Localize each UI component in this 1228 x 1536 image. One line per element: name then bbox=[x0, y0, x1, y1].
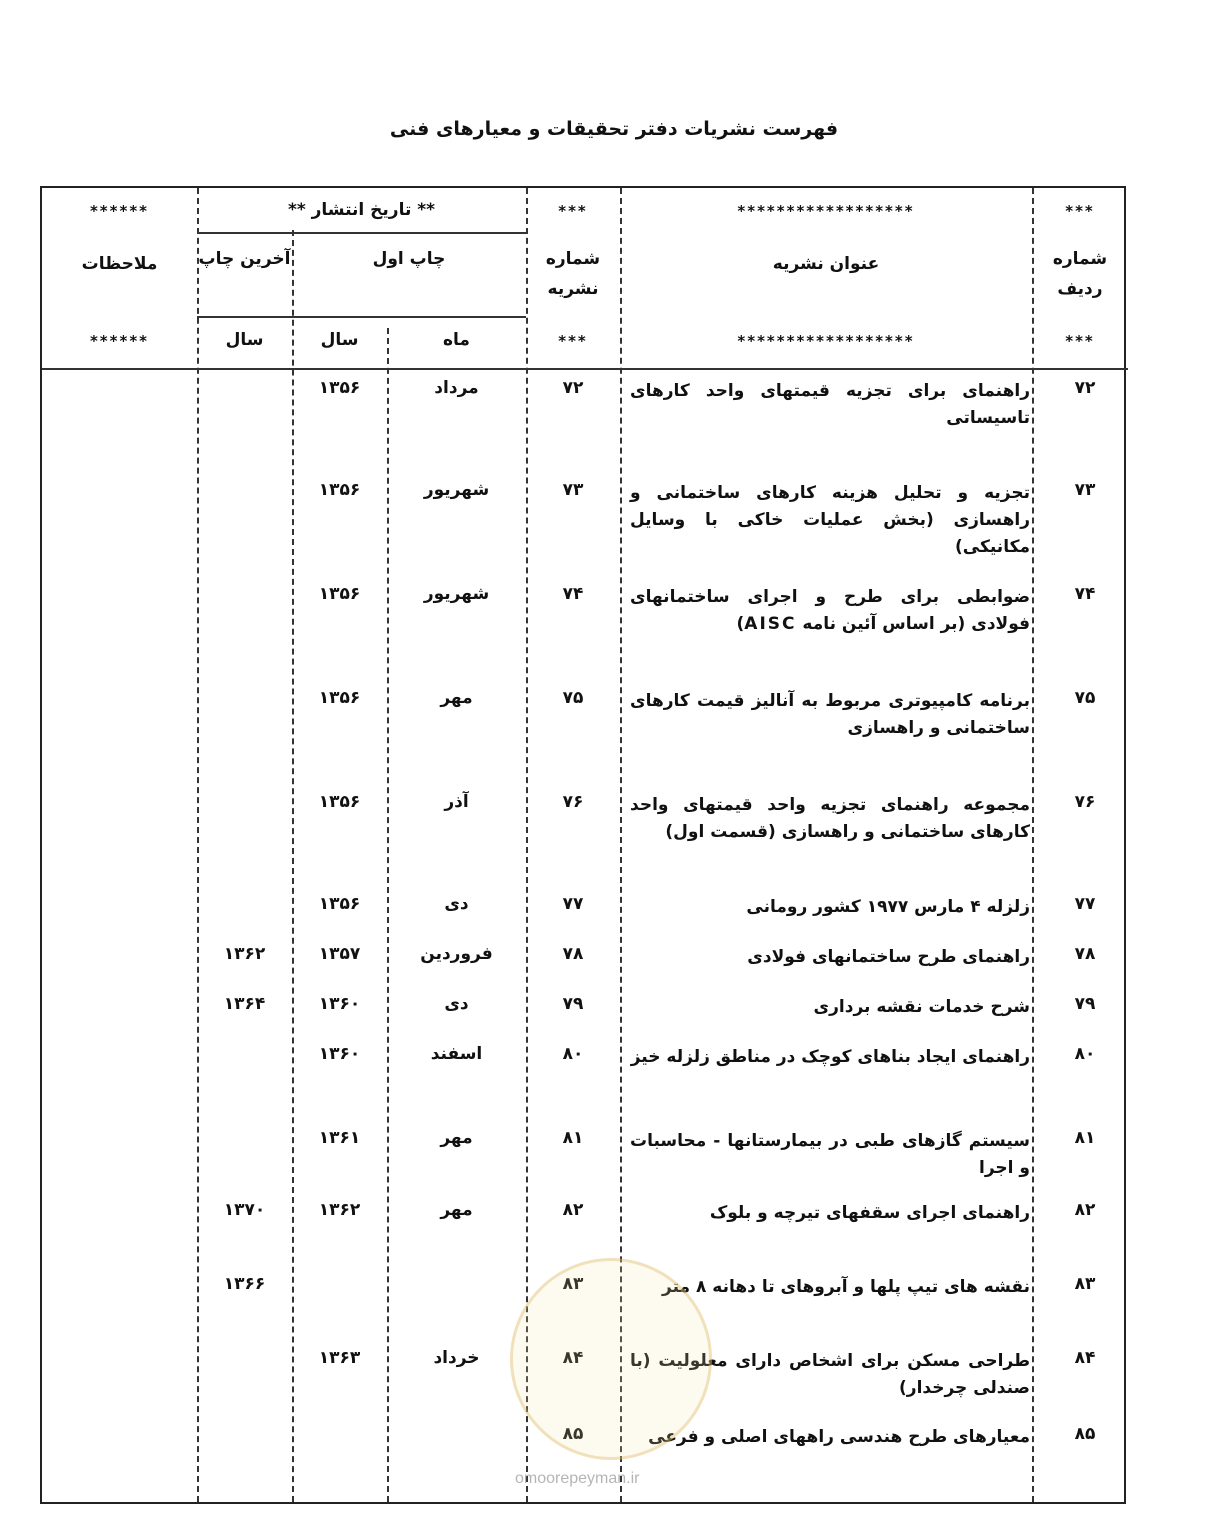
row-number: ۸۳ bbox=[1074, 1274, 1096, 1294]
title-stars: ****************** bbox=[737, 202, 915, 220]
first-print-year: ۱۳۵۶ bbox=[318, 378, 361, 398]
notes-header: ملاحظات bbox=[81, 254, 158, 274]
row-number: ۷۹ bbox=[1074, 994, 1096, 1014]
row-number: ۸۲ bbox=[1074, 1200, 1096, 1220]
last-print-year: ۱۳۶۴ bbox=[223, 994, 266, 1014]
last-print-year: ۱۳۷۰ bbox=[223, 1200, 266, 1220]
first-print-year: ۱۳۶۱ bbox=[318, 1128, 361, 1148]
header-line bbox=[197, 316, 526, 318]
first-print-year: ۱۳۶۲ bbox=[318, 1200, 361, 1220]
publication-number: ۷۷ bbox=[562, 894, 584, 914]
first-print-month: فروردین bbox=[420, 944, 493, 964]
notes-stars: ****** bbox=[89, 202, 150, 220]
first-print-year-header: سال bbox=[320, 330, 359, 350]
publication-number: ۷۳ bbox=[562, 480, 584, 500]
first-print-month: خرداد bbox=[433, 1348, 480, 1368]
pub-no-stars: *** bbox=[558, 202, 588, 220]
row-number: ۷۷ bbox=[1074, 894, 1096, 914]
publication-number: ۷۵ bbox=[562, 688, 584, 708]
publication-number: ۸۳ bbox=[562, 1274, 584, 1294]
first-print-year: ۱۳۶۰ bbox=[318, 1044, 361, 1064]
first-print-month: شهریور bbox=[423, 584, 490, 604]
row-no-header: شماره ردیف bbox=[1052, 249, 1108, 299]
publication-title: معیارهای طرح هندسی راههای اصلی و فرعی bbox=[648, 1427, 1030, 1447]
row-number: ۷۴ bbox=[1074, 584, 1096, 604]
title-header: عنوان نشریه bbox=[772, 254, 880, 274]
row-number: ۸۴ bbox=[1074, 1348, 1096, 1368]
first-print-month-header: ماه bbox=[443, 330, 470, 350]
publication-title: طراحی مسکن برای اشخاص دارای معلولیت (با صندلی چرخدار) bbox=[630, 1351, 1030, 1398]
row-number: ۷۸ bbox=[1074, 944, 1096, 964]
publication-title: شرح خدمات نقشه برداری bbox=[813, 997, 1030, 1017]
header-line bbox=[197, 232, 526, 234]
col-divider bbox=[197, 188, 199, 1502]
notes-stars: ****** bbox=[89, 332, 150, 350]
first-print-month: آذر bbox=[444, 792, 469, 812]
first-print-year: ۱۳۶۰ bbox=[318, 994, 361, 1014]
col-divider bbox=[387, 328, 389, 1502]
publication-number: ۷۸ bbox=[562, 944, 584, 964]
first-print-month: مرداد bbox=[434, 378, 479, 398]
row-no-stars: *** bbox=[1065, 202, 1095, 220]
publication-number: ۷۹ bbox=[562, 994, 584, 1014]
header-line bbox=[42, 368, 1128, 370]
first-print-year: ۱۳۵۶ bbox=[318, 894, 361, 914]
publication-title: راهنمای ایجاد بناهای کوچک در مناطق زلزله خیز bbox=[630, 1047, 1030, 1067]
row-number: ۷۵ bbox=[1074, 688, 1096, 708]
first-print-month: دی bbox=[444, 894, 469, 914]
last-print-year-header: سال bbox=[225, 330, 264, 350]
publication-title: راهنمای اجرای سقفهای تیرچه و بلوک bbox=[709, 1203, 1030, 1223]
publication-title: زلزله ۴ مارس ۱۹۷۷ کشور رومانی bbox=[746, 897, 1030, 917]
first-print-year: ۱۳۵۶ bbox=[318, 584, 361, 604]
publication-title: راهنمای برای تجزیه قیمتهای واحد کارهای تاسیساتی bbox=[630, 381, 1030, 428]
first-print-month: مهر bbox=[440, 688, 473, 708]
first-print-year: ۱۳۵۶ bbox=[318, 480, 361, 500]
row-no-stars: *** bbox=[1065, 332, 1095, 350]
first-print-year: ۱۳۵۶ bbox=[318, 688, 361, 708]
publication-number: ۸۰ bbox=[562, 1044, 584, 1064]
page-title: فهرست نشریات دفتر تحقیقات و معیارهای فنی bbox=[389, 118, 839, 140]
publication-title: برنامه کامپیوتری مربوط به آنالیز قیمت کارهای ساختمانی و راهسازی bbox=[630, 691, 1030, 738]
first-print-month: اسفند bbox=[430, 1044, 483, 1064]
last-print-header: آخرین چاپ bbox=[198, 249, 291, 269]
publication-date-header: ** تاریخ انتشار ** bbox=[287, 200, 436, 220]
first-print-header: چاپ اول bbox=[372, 249, 446, 269]
row-number: ۸۰ bbox=[1074, 1044, 1096, 1064]
col-divider bbox=[292, 230, 294, 1502]
row-number: ۷۲ bbox=[1074, 378, 1096, 398]
first-print-year: ۱۳۵۶ bbox=[318, 792, 361, 812]
first-print-year: ۱۳۵۷ bbox=[318, 944, 361, 964]
title-stars: ****************** bbox=[737, 332, 915, 350]
col-divider bbox=[1032, 188, 1034, 1502]
last-print-year: ۱۳۶۶ bbox=[223, 1274, 266, 1294]
first-print-month: مهر bbox=[440, 1200, 473, 1220]
pub-no-header: شماره نشریه bbox=[545, 249, 601, 299]
watermark-seal bbox=[510, 1258, 712, 1460]
publication-title: مجموعه راهنمای تجزیه واحد قیمتهای واحد کارهای ساختمانی و راهسازی (قسمت اول) bbox=[630, 795, 1030, 842]
pub-no-stars: *** bbox=[558, 332, 588, 350]
row-number: ۷۶ bbox=[1074, 792, 1096, 812]
publication-number: ۷۲ bbox=[562, 378, 584, 398]
watermark-text: omoorepeyman.ir bbox=[515, 1470, 640, 1487]
publication-number: ۸۵ bbox=[562, 1424, 584, 1444]
last-print-year: ۱۳۶۲ bbox=[223, 944, 266, 964]
publication-title: ضوابطی برای طرح و اجرای ساختمانهای فولادی (بر اساس آئین نامه AISC) bbox=[630, 587, 1030, 634]
publication-number: ۷۴ bbox=[562, 584, 584, 604]
publication-title: نقشه های تیپ پلها و آبروهای تا دهانه ۸ متر bbox=[662, 1277, 1030, 1297]
first-print-year: ۱۳۶۳ bbox=[318, 1348, 361, 1368]
publication-number: ۸۴ bbox=[562, 1348, 584, 1368]
row-number: ۸۵ bbox=[1074, 1424, 1096, 1444]
first-print-month: دی bbox=[444, 994, 469, 1014]
row-number: ۷۳ bbox=[1074, 480, 1096, 500]
publication-title: سیستم گازهای طبی در بیمارستانها - محاسبات و اجرا bbox=[630, 1131, 1030, 1178]
first-print-month: مهر bbox=[440, 1128, 473, 1148]
row-number: ۸۱ bbox=[1074, 1128, 1096, 1148]
publication-number: ۸۲ bbox=[562, 1200, 584, 1220]
publication-title: راهنمای طرح ساختمانهای فولادی bbox=[747, 947, 1030, 967]
publication-number: ۷۶ bbox=[562, 792, 584, 812]
publication-title: تجزیه و تحلیل هزینه کارهای ساختمانی و راهسازی (بخش عملیات خاکی با وسایل مکانیکی) bbox=[630, 483, 1030, 557]
first-print-month: شهریور bbox=[423, 480, 490, 500]
publication-number: ۸۱ bbox=[562, 1128, 584, 1148]
